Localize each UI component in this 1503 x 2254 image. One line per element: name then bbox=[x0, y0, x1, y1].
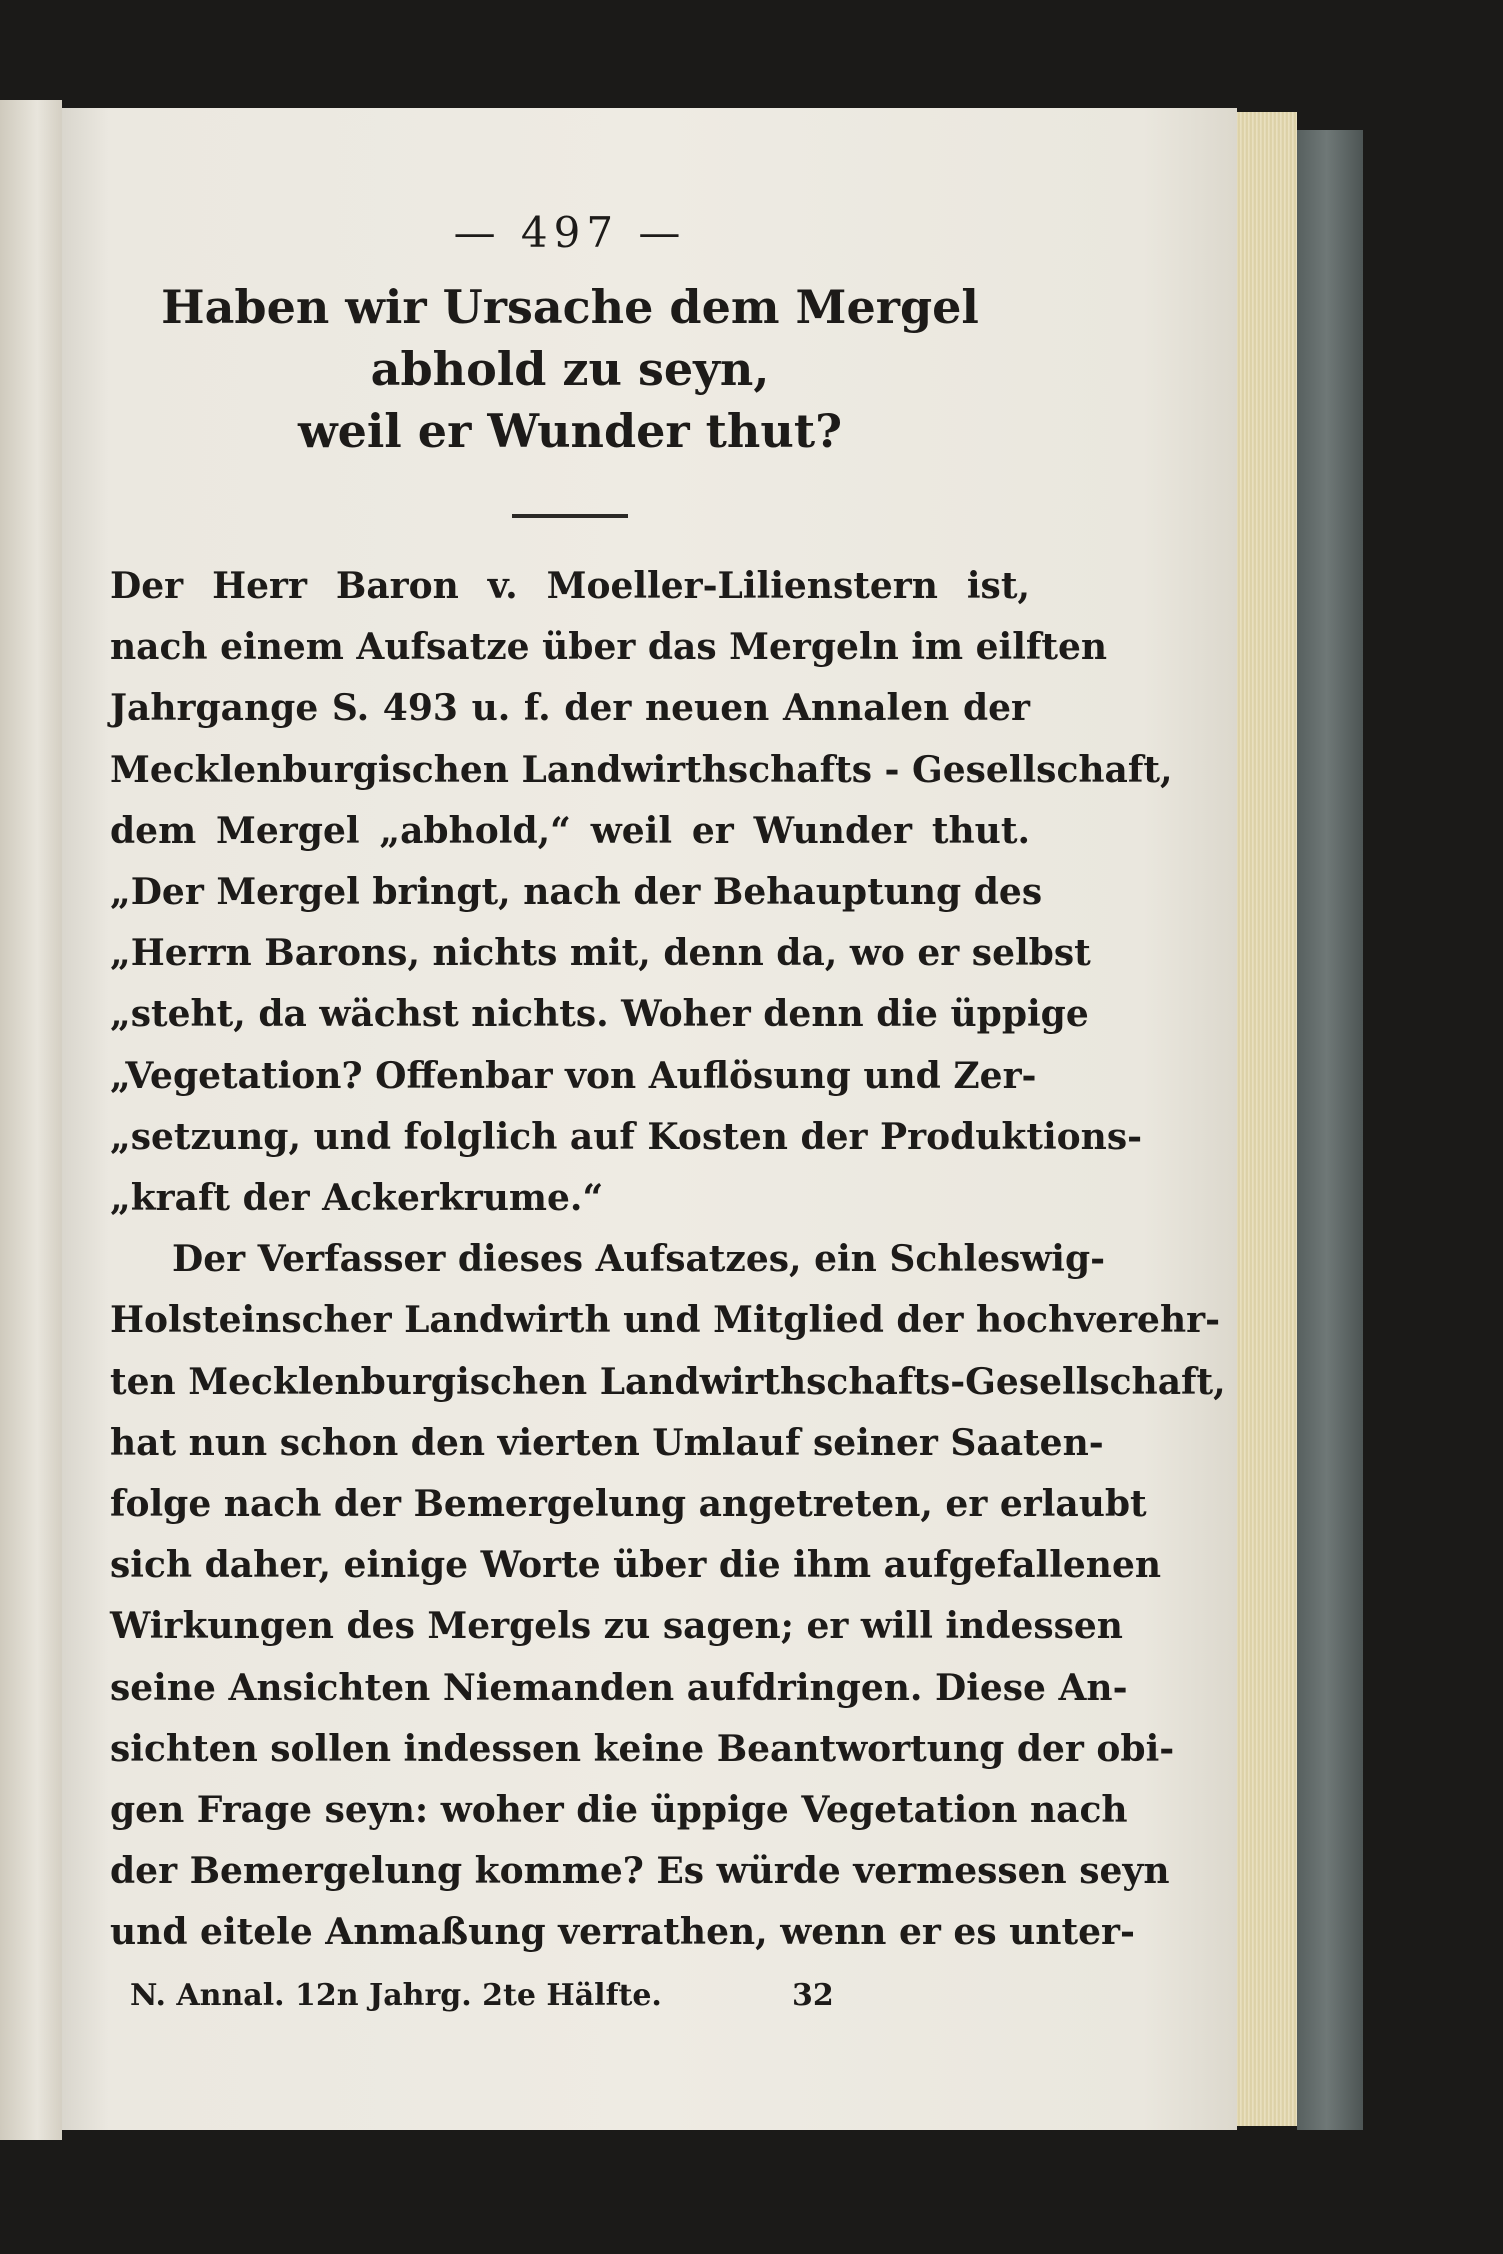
text-line: ten Mecklenburgischen Landwirthschafts-Gesellschaft, bbox=[110, 1360, 1226, 1403]
text-line: der Bemergelung komme? Es würde vermessen seyn bbox=[110, 1850, 1170, 1893]
text-line: Mecklenburgischen Landwirthschafts - Gesellschaft, bbox=[110, 748, 1173, 791]
text-line: Der Herr Baron v. Moeller-Lilienstern ist, bbox=[110, 565, 1030, 607]
text-line: „Der Mergel bringt, nach der Behauptung des bbox=[110, 871, 1043, 914]
text-line: gen Frage seyn: woher die üppige Vegetation nach bbox=[110, 1789, 1128, 1832]
text-line: Wirkungen des Mergels zu sagen; er will indessen bbox=[110, 1605, 1123, 1648]
text-line: folge nach der Bemergelung angetreten, er erlaubt bbox=[110, 1483, 1147, 1526]
text-line: Jahrgange S. 493 u. f. der neuen Annalen der bbox=[110, 687, 1030, 730]
page-footer bbox=[110, 1978, 1030, 2028]
text-line: nach einem Aufsatze über das Mergeln im eilften bbox=[110, 626, 1108, 669]
facing-page-edge bbox=[0, 100, 62, 2140]
article-title bbox=[110, 276, 1030, 462]
text-line: „Herrn Barons, nichts mit, denn da, wo er selbst bbox=[110, 932, 1091, 975]
page-number: — 497 — bbox=[453, 208, 687, 257]
text-line: seine Ansichten Niemanden aufdringen. Diese An- bbox=[110, 1666, 1128, 1709]
signature-number: 32 bbox=[792, 1977, 834, 2013]
text-line: und eitele Anmaßung verrathen, wenn er es unter- bbox=[110, 1911, 1135, 1954]
page-block-edge bbox=[1237, 112, 1297, 2126]
book-cover-edge bbox=[1297, 130, 1363, 2130]
page-content bbox=[110, 200, 1226, 2028]
text-line: Holsteinscher Landwirth und Mitglied der hochverehr- bbox=[110, 1299, 1221, 1342]
paragraph-2 bbox=[110, 1229, 1226, 1963]
paragraph-1 bbox=[110, 556, 1173, 1229]
title-rule bbox=[512, 514, 628, 518]
text-line: Der Verfasser dieses Aufsatzes, ein Schleswig- bbox=[172, 1238, 1106, 1281]
title-line: weil er Wunder thut? bbox=[297, 404, 843, 458]
text-line: „setzung, und folglich auf Kosten der Produktions- bbox=[110, 1115, 1143, 1158]
text-line: „kraft der Ackerkrume.“ bbox=[110, 1177, 604, 1220]
printer-signature: N. Annal. 12n Jahrg. 2te Hälfte. bbox=[130, 1977, 662, 2013]
text-line: sich daher, einige Worte über die ihm aufgefallenen bbox=[110, 1544, 1162, 1587]
text-line: „steht, da wächst nichts. Woher denn die üppige bbox=[110, 993, 1089, 1036]
text-line: dem Mergel „abhold,“ weil er Wunder thut. bbox=[110, 809, 1030, 852]
text-line: „Vegetation? Offenbar von Auflösung und Zer- bbox=[110, 1054, 1037, 1097]
text-line: hat nun schon den vierten Umlauf seiner Saaten- bbox=[110, 1421, 1104, 1464]
title-line: Haben wir Ursache dem Mergel abhold zu seyn, bbox=[161, 280, 979, 396]
text-line: sichten sollen indessen keine Beantwortung der obi- bbox=[110, 1727, 1175, 1770]
